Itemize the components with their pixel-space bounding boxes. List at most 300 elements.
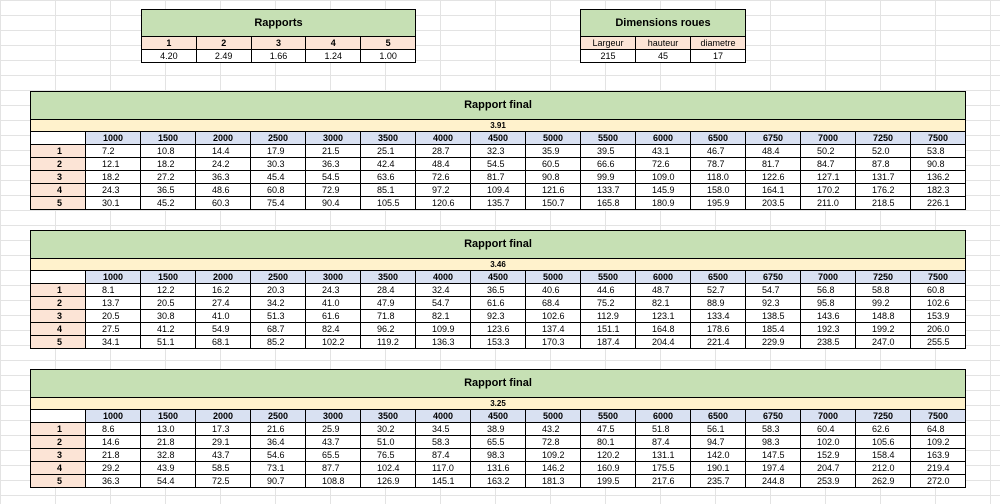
speed-value-cell[interactable]: 199.2 [856, 323, 911, 336]
speed-value-cell[interactable]: 165.8 [581, 197, 636, 210]
speed-value-cell[interactable]: 72.9 [306, 184, 361, 197]
speed-value-cell[interactable]: 16.2 [196, 284, 251, 297]
speed-value-cell[interactable]: 185.4 [746, 323, 801, 336]
speed-value-cell[interactable]: 54.5 [471, 158, 526, 171]
dimensions-header-cell[interactable]: Largeur [581, 37, 636, 50]
speed-value-cell[interactable]: 105.5 [361, 197, 416, 210]
speed-value-cell[interactable]: 54.9 [196, 323, 251, 336]
speed-value-cell[interactable]: 117.0 [416, 462, 471, 475]
speed-value-cell[interactable]: 51.3 [251, 310, 306, 323]
rpm-header-cell[interactable]: 2500 [251, 132, 306, 145]
speed-value-cell[interactable]: 43.1 [636, 145, 691, 158]
speed-value-cell[interactable]: 43.9 [141, 462, 196, 475]
speed-value-cell[interactable]: 36.5 [141, 184, 196, 197]
gear-label-cell[interactable]: 5 [31, 197, 86, 210]
speed-value-cell[interactable]: 176.2 [856, 184, 911, 197]
rpm-header-cell[interactable]: 4000 [416, 410, 471, 423]
speed-value-cell[interactable]: 199.5 [581, 475, 636, 488]
speed-value-cell[interactable]: 87.7 [306, 462, 361, 475]
speed-value-cell[interactable]: 131.1 [636, 449, 691, 462]
rpm-header-cell[interactable]: 7250 [856, 271, 911, 284]
dimensions-header-cell[interactable]: diametre [691, 37, 746, 50]
speed-value-cell[interactable]: 64.8 [911, 423, 966, 436]
speed-value-cell[interactable]: 190.1 [691, 462, 746, 475]
speed-value-cell[interactable]: 50.2 [801, 145, 856, 158]
gear-label-cell[interactable]: 2 [31, 436, 86, 449]
rpm-header-cell[interactable]: 2500 [251, 271, 306, 284]
speed-value-cell[interactable]: 272.0 [911, 475, 966, 488]
rpm-header-cell[interactable]: 1500 [141, 271, 196, 284]
rpm-header-cell[interactable]: 7250 [856, 410, 911, 423]
speed-value-cell[interactable]: 8.1 [86, 284, 141, 297]
speed-value-cell[interactable]: 8.6 [86, 423, 141, 436]
speed-value-cell[interactable]: 112.9 [581, 310, 636, 323]
speed-value-cell[interactable]: 48.7 [636, 284, 691, 297]
rpm-header-cell[interactable]: 7000 [801, 410, 856, 423]
speed-value-cell[interactable]: 160.9 [581, 462, 636, 475]
speed-value-cell[interactable]: 262.9 [856, 475, 911, 488]
speed-value-cell[interactable]: 87.4 [416, 449, 471, 462]
speed-value-cell[interactable]: 7.2 [86, 145, 141, 158]
speed-value-cell[interactable]: 36.3 [306, 158, 361, 171]
speed-value-cell[interactable]: 118.0 [691, 171, 746, 184]
speed-value-cell[interactable]: 21.5 [306, 145, 361, 158]
speed-value-cell[interactable]: 81.7 [746, 158, 801, 171]
speed-value-cell[interactable]: 41.0 [306, 297, 361, 310]
speed-value-cell[interactable]: 72.6 [416, 171, 471, 184]
speed-value-cell[interactable]: 219.4 [911, 462, 966, 475]
speed-value-cell[interactable]: 46.7 [691, 145, 746, 158]
speed-value-cell[interactable]: 41.0 [196, 310, 251, 323]
corner-cell[interactable] [31, 132, 86, 145]
gear-label-cell[interactable]: 3 [31, 310, 86, 323]
speed-value-cell[interactable]: 150.7 [526, 197, 581, 210]
gear-label-cell[interactable]: 4 [31, 323, 86, 336]
speed-value-cell[interactable]: 85.1 [361, 184, 416, 197]
speed-value-cell[interactable]: 61.6 [306, 310, 361, 323]
speed-value-cell[interactable]: 92.3 [471, 310, 526, 323]
rpm-header-cell[interactable]: 6750 [746, 271, 801, 284]
speed-value-cell[interactable]: 68.1 [196, 336, 251, 349]
speed-value-cell[interactable]: 32.3 [471, 145, 526, 158]
rpm-header-cell[interactable]: 7250 [856, 132, 911, 145]
rpm-header-cell[interactable]: 5500 [581, 132, 636, 145]
speed-value-cell[interactable]: 68.7 [251, 323, 306, 336]
speed-value-cell[interactable]: 30.2 [361, 423, 416, 436]
speed-value-cell[interactable]: 73.1 [251, 462, 306, 475]
speed-value-cell[interactable]: 81.7 [471, 171, 526, 184]
speed-value-cell[interactable]: 212.0 [856, 462, 911, 475]
speed-value-cell[interactable]: 203.5 [746, 197, 801, 210]
speed-value-cell[interactable]: 82.1 [416, 310, 471, 323]
rpm-header-cell[interactable]: 6000 [636, 410, 691, 423]
speed-value-cell[interactable]: 136.3 [416, 336, 471, 349]
rpm-header-cell[interactable]: 5500 [581, 410, 636, 423]
speed-value-cell[interactable]: 36.3 [86, 475, 141, 488]
rpm-header-cell[interactable]: 6500 [691, 271, 746, 284]
speed-value-cell[interactable]: 24.2 [196, 158, 251, 171]
speed-value-cell[interactable]: 105.6 [856, 436, 911, 449]
speed-value-cell[interactable]: 90.8 [911, 158, 966, 171]
speed-value-cell[interactable]: 131.6 [471, 462, 526, 475]
speed-value-cell[interactable]: 120.6 [416, 197, 471, 210]
speed-value-cell[interactable]: 24.3 [86, 184, 141, 197]
speed-value-cell[interactable]: 21.8 [141, 436, 196, 449]
speed-value-cell[interactable]: 226.1 [911, 197, 966, 210]
speed-value-cell[interactable]: 109.4 [471, 184, 526, 197]
rpm-header-cell[interactable]: 2000 [196, 132, 251, 145]
speed-value-cell[interactable]: 153.9 [911, 310, 966, 323]
speed-value-cell[interactable]: 145.1 [416, 475, 471, 488]
speed-value-cell[interactable]: 44.6 [581, 284, 636, 297]
speed-value-cell[interactable]: 41.2 [141, 323, 196, 336]
speed-value-cell[interactable]: 119.2 [361, 336, 416, 349]
speed-value-cell[interactable]: 54.5 [306, 171, 361, 184]
dimensions-value-cell[interactable]: 215 [581, 50, 636, 63]
speed-value-cell[interactable]: 68.4 [526, 297, 581, 310]
speed-value-cell[interactable]: 75.4 [251, 197, 306, 210]
gear-label-cell[interactable]: 5 [31, 336, 86, 349]
speed-value-cell[interactable]: 62.6 [856, 423, 911, 436]
rapports-header-cell[interactable]: 3 [251, 37, 306, 50]
speed-value-cell[interactable]: 255.5 [911, 336, 966, 349]
rapports-value-cell[interactable]: 1.66 [251, 50, 306, 63]
speed-value-cell[interactable]: 142.0 [691, 449, 746, 462]
speed-value-cell[interactable]: 153.3 [471, 336, 526, 349]
speed-value-cell[interactable]: 58.5 [196, 462, 251, 475]
rpm-header-cell[interactable]: 1000 [86, 132, 141, 145]
rpm-header-cell[interactable]: 4500 [471, 410, 526, 423]
speed-value-cell[interactable]: 78.7 [691, 158, 746, 171]
speed-value-cell[interactable]: 143.6 [801, 310, 856, 323]
speed-value-cell[interactable]: 96.2 [361, 323, 416, 336]
speed-value-cell[interactable]: 45.2 [141, 197, 196, 210]
rapports-header-cell[interactable]: 1 [142, 37, 197, 50]
speed-value-cell[interactable]: 82.1 [636, 297, 691, 310]
speed-value-cell[interactable]: 60.3 [196, 197, 251, 210]
speed-value-cell[interactable]: 102.4 [361, 462, 416, 475]
speed-value-cell[interactable]: 34.5 [416, 423, 471, 436]
rpm-header-cell[interactable]: 6750 [746, 410, 801, 423]
gear-label-cell[interactable]: 3 [31, 449, 86, 462]
speed-value-cell[interactable]: 247.0 [856, 336, 911, 349]
speed-value-cell[interactable]: 25.1 [361, 145, 416, 158]
final-table-title[interactable]: Rapport final [31, 370, 966, 398]
speed-value-cell[interactable]: 65.5 [471, 436, 526, 449]
speed-value-cell[interactable]: 54.7 [416, 297, 471, 310]
speed-value-cell[interactable]: 54.4 [141, 475, 196, 488]
speed-value-cell[interactable]: 36.3 [196, 171, 251, 184]
speed-value-cell[interactable]: 204.4 [636, 336, 691, 349]
speed-value-cell[interactable]: 47.5 [581, 423, 636, 436]
speed-value-cell[interactable]: 21.8 [86, 449, 141, 462]
rpm-header-cell[interactable]: 7500 [911, 132, 966, 145]
rpm-header-cell[interactable]: 3000 [306, 132, 361, 145]
rpm-header-cell[interactable]: 4000 [416, 132, 471, 145]
rpm-header-cell[interactable]: 5000 [526, 271, 581, 284]
speed-value-cell[interactable]: 13.7 [86, 297, 141, 310]
speed-value-cell[interactable]: 54.7 [746, 284, 801, 297]
speed-value-cell[interactable]: 51.8 [636, 423, 691, 436]
rpm-header-cell[interactable]: 3500 [361, 271, 416, 284]
speed-value-cell[interactable]: 108.8 [306, 475, 361, 488]
speed-value-cell[interactable]: 85.2 [251, 336, 306, 349]
rpm-header-cell[interactable]: 7000 [801, 271, 856, 284]
speed-value-cell[interactable]: 51.1 [141, 336, 196, 349]
final-ratio-value[interactable]: 3.91 [31, 120, 966, 132]
speed-value-cell[interactable]: 51.0 [361, 436, 416, 449]
speed-value-cell[interactable]: 133.7 [581, 184, 636, 197]
speed-value-cell[interactable]: 163.2 [471, 475, 526, 488]
rpm-header-cell[interactable]: 5000 [526, 132, 581, 145]
speed-value-cell[interactable]: 60.4 [801, 423, 856, 436]
final-ratio-value[interactable]: 3.46 [31, 259, 966, 271]
speed-value-cell[interactable]: 60.5 [526, 158, 581, 171]
speed-value-cell[interactable]: 238.5 [801, 336, 856, 349]
speed-value-cell[interactable]: 135.7 [471, 197, 526, 210]
speed-value-cell[interactable]: 30.1 [86, 197, 141, 210]
speed-value-cell[interactable]: 98.3 [471, 449, 526, 462]
speed-value-cell[interactable]: 72.5 [196, 475, 251, 488]
rpm-header-cell[interactable]: 6500 [691, 132, 746, 145]
speed-value-cell[interactable]: 48.4 [416, 158, 471, 171]
speed-value-cell[interactable]: 80.1 [581, 436, 636, 449]
speed-value-cell[interactable]: 43.2 [526, 423, 581, 436]
rpm-header-cell[interactable]: 3500 [361, 410, 416, 423]
speed-value-cell[interactable]: 109.2 [911, 436, 966, 449]
speed-value-cell[interactable]: 18.2 [141, 158, 196, 171]
speed-value-cell[interactable]: 102.6 [526, 310, 581, 323]
gear-label-cell[interactable]: 3 [31, 171, 86, 184]
speed-value-cell[interactable]: 92.3 [746, 297, 801, 310]
speed-value-cell[interactable]: 12.2 [141, 284, 196, 297]
speed-value-cell[interactable]: 53.8 [911, 145, 966, 158]
speed-value-cell[interactable]: 27.5 [86, 323, 141, 336]
speed-value-cell[interactable]: 52.0 [856, 145, 911, 158]
speed-value-cell[interactable]: 58.8 [856, 284, 911, 297]
rapports-value-cell[interactable]: 1.00 [361, 50, 416, 63]
rpm-header-cell[interactable]: 1000 [86, 271, 141, 284]
rpm-header-cell[interactable]: 3500 [361, 132, 416, 145]
speed-value-cell[interactable]: 97.2 [416, 184, 471, 197]
speed-value-cell[interactable]: 34.1 [86, 336, 141, 349]
gear-label-cell[interactable]: 1 [31, 423, 86, 436]
speed-value-cell[interactable]: 244.8 [746, 475, 801, 488]
speed-value-cell[interactable]: 60.8 [911, 284, 966, 297]
rpm-header-cell[interactable]: 7500 [911, 410, 966, 423]
speed-value-cell[interactable]: 43.7 [306, 436, 361, 449]
speed-value-cell[interactable]: 211.0 [801, 197, 856, 210]
speed-value-cell[interactable]: 27.2 [141, 171, 196, 184]
speed-value-cell[interactable]: 72.8 [526, 436, 581, 449]
rpm-header-cell[interactable]: 7500 [911, 271, 966, 284]
speed-value-cell[interactable]: 56.8 [801, 284, 856, 297]
speed-value-cell[interactable]: 35.9 [526, 145, 581, 158]
speed-value-cell[interactable]: 221.4 [691, 336, 746, 349]
speed-value-cell[interactable]: 82.4 [306, 323, 361, 336]
speed-value-cell[interactable]: 94.7 [691, 436, 746, 449]
speed-value-cell[interactable]: 66.6 [581, 158, 636, 171]
speed-value-cell[interactable]: 90.4 [306, 197, 361, 210]
rpm-header-cell[interactable]: 7000 [801, 132, 856, 145]
rpm-header-cell[interactable]: 3000 [306, 271, 361, 284]
speed-value-cell[interactable]: 72.6 [636, 158, 691, 171]
speed-value-cell[interactable]: 60.8 [251, 184, 306, 197]
speed-value-cell[interactable]: 48.4 [746, 145, 801, 158]
gear-label-cell[interactable]: 2 [31, 158, 86, 171]
gear-label-cell[interactable]: 4 [31, 462, 86, 475]
speed-value-cell[interactable]: 170.2 [801, 184, 856, 197]
speed-value-cell[interactable]: 14.6 [86, 436, 141, 449]
rpm-header-cell[interactable]: 2500 [251, 410, 306, 423]
speed-value-cell[interactable]: 152.9 [801, 449, 856, 462]
rpm-header-cell[interactable]: 1000 [86, 410, 141, 423]
speed-value-cell[interactable]: 158.4 [856, 449, 911, 462]
speed-value-cell[interactable]: 99.9 [581, 171, 636, 184]
speed-value-cell[interactable]: 30.8 [141, 310, 196, 323]
gear-label-cell[interactable]: 4 [31, 184, 86, 197]
rpm-header-cell[interactable]: 4500 [471, 271, 526, 284]
speed-value-cell[interactable]: 133.4 [691, 310, 746, 323]
rpm-header-cell[interactable]: 5500 [581, 271, 636, 284]
speed-value-cell[interactable]: 158.0 [691, 184, 746, 197]
corner-cell[interactable] [31, 410, 86, 423]
rpm-header-cell[interactable]: 3000 [306, 410, 361, 423]
speed-value-cell[interactable]: 28.7 [416, 145, 471, 158]
speed-value-cell[interactable]: 38.9 [471, 423, 526, 436]
speed-value-cell[interactable]: 197.4 [746, 462, 801, 475]
speed-value-cell[interactable]: 146.2 [526, 462, 581, 475]
rapports-value-cell[interactable]: 4.20 [142, 50, 197, 63]
speed-value-cell[interactable]: 192.3 [801, 323, 856, 336]
speed-value-cell[interactable]: 151.1 [581, 323, 636, 336]
speed-value-cell[interactable]: 120.2 [581, 449, 636, 462]
speed-value-cell[interactable]: 138.5 [746, 310, 801, 323]
speed-value-cell[interactable]: 218.5 [856, 197, 911, 210]
speed-value-cell[interactable]: 54.6 [251, 449, 306, 462]
speed-value-cell[interactable]: 63.6 [361, 171, 416, 184]
speed-value-cell[interactable]: 12.1 [86, 158, 141, 171]
speed-value-cell[interactable]: 122.6 [746, 171, 801, 184]
speed-value-cell[interactable]: 235.7 [691, 475, 746, 488]
speed-value-cell[interactable]: 175.5 [636, 462, 691, 475]
speed-value-cell[interactable]: 90.8 [526, 171, 581, 184]
speed-value-cell[interactable]: 164.1 [746, 184, 801, 197]
speed-value-cell[interactable]: 123.1 [636, 310, 691, 323]
speed-value-cell[interactable]: 29.2 [86, 462, 141, 475]
speed-value-cell[interactable]: 30.3 [251, 158, 306, 171]
gear-label-cell[interactable]: 2 [31, 297, 86, 310]
speed-value-cell[interactable]: 36.4 [251, 436, 306, 449]
speed-value-cell[interactable]: 29.1 [196, 436, 251, 449]
speed-value-cell[interactable]: 42.4 [361, 158, 416, 171]
speed-value-cell[interactable]: 28.4 [361, 284, 416, 297]
speed-value-cell[interactable]: 147.5 [746, 449, 801, 462]
rpm-header-cell[interactable]: 4500 [471, 132, 526, 145]
speed-value-cell[interactable]: 25.9 [306, 423, 361, 436]
speed-value-cell[interactable]: 20.5 [141, 297, 196, 310]
speed-value-cell[interactable]: 27.4 [196, 297, 251, 310]
rpm-header-cell[interactable]: 2000 [196, 271, 251, 284]
final-ratio-value[interactable]: 3.25 [31, 398, 966, 410]
speed-value-cell[interactable]: 58.3 [416, 436, 471, 449]
gear-label-cell[interactable]: 1 [31, 284, 86, 297]
speed-value-cell[interactable]: 253.9 [801, 475, 856, 488]
speed-value-cell[interactable]: 180.9 [636, 197, 691, 210]
speed-value-cell[interactable]: 56.1 [691, 423, 746, 436]
speed-value-cell[interactable]: 36.5 [471, 284, 526, 297]
speed-value-cell[interactable]: 71.8 [361, 310, 416, 323]
rapports-value-cell[interactable]: 2.49 [196, 50, 251, 63]
speed-value-cell[interactable]: 58.3 [746, 423, 801, 436]
speed-value-cell[interactable]: 20.5 [86, 310, 141, 323]
rapports-header-cell[interactable]: 5 [361, 37, 416, 50]
rpm-header-cell[interactable]: 6750 [746, 132, 801, 145]
rpm-header-cell[interactable]: 5000 [526, 410, 581, 423]
speed-value-cell[interactable]: 20.3 [251, 284, 306, 297]
speed-value-cell[interactable]: 32.4 [416, 284, 471, 297]
gear-label-cell[interactable]: 1 [31, 145, 86, 158]
speed-value-cell[interactable]: 43.7 [196, 449, 251, 462]
speed-value-cell[interactable]: 102.2 [306, 336, 361, 349]
rpm-header-cell[interactable]: 6000 [636, 271, 691, 284]
speed-value-cell[interactable]: 123.6 [471, 323, 526, 336]
speed-value-cell[interactable]: 206.0 [911, 323, 966, 336]
speed-value-cell[interactable]: 21.6 [251, 423, 306, 436]
speed-value-cell[interactable]: 137.4 [526, 323, 581, 336]
speed-value-cell[interactable]: 24.3 [306, 284, 361, 297]
speed-value-cell[interactable]: 40.6 [526, 284, 581, 297]
speed-value-cell[interactable]: 131.7 [856, 171, 911, 184]
speed-value-cell[interactable]: 48.6 [196, 184, 251, 197]
speed-value-cell[interactable]: 52.7 [691, 284, 746, 297]
speed-value-cell[interactable]: 136.2 [911, 171, 966, 184]
speed-value-cell[interactable]: 145.9 [636, 184, 691, 197]
speed-value-cell[interactable]: 14.4 [196, 145, 251, 158]
dimensions-title[interactable]: Dimensions roues [581, 10, 746, 37]
speed-value-cell[interactable]: 98.3 [746, 436, 801, 449]
speed-value-cell[interactable]: 126.9 [361, 475, 416, 488]
speed-value-cell[interactable]: 109.9 [416, 323, 471, 336]
speed-value-cell[interactable]: 10.8 [141, 145, 196, 158]
speed-value-cell[interactable]: 76.5 [361, 449, 416, 462]
speed-value-cell[interactable]: 182.3 [911, 184, 966, 197]
rapports-header-cell[interactable]: 4 [306, 37, 361, 50]
speed-value-cell[interactable]: 99.2 [856, 297, 911, 310]
speed-value-cell[interactable]: 148.8 [856, 310, 911, 323]
speed-value-cell[interactable]: 102.6 [911, 297, 966, 310]
rapports-title[interactable]: Rapports [142, 10, 416, 37]
speed-value-cell[interactable]: 61.6 [471, 297, 526, 310]
speed-value-cell[interactable]: 75.2 [581, 297, 636, 310]
speed-value-cell[interactable]: 18.2 [86, 171, 141, 184]
speed-value-cell[interactable]: 187.4 [581, 336, 636, 349]
gear-label-cell[interactable]: 5 [31, 475, 86, 488]
rpm-header-cell[interactable]: 4000 [416, 271, 471, 284]
speed-value-cell[interactable]: 121.6 [526, 184, 581, 197]
speed-value-cell[interactable]: 34.2 [251, 297, 306, 310]
speed-value-cell[interactable]: 45.4 [251, 171, 306, 184]
speed-value-cell[interactable]: 87.4 [636, 436, 691, 449]
corner-cell[interactable] [31, 271, 86, 284]
rpm-header-cell[interactable]: 2000 [196, 410, 251, 423]
speed-value-cell[interactable]: 17.3 [196, 423, 251, 436]
speed-value-cell[interactable]: 90.7 [251, 475, 306, 488]
speed-value-cell[interactable]: 87.8 [856, 158, 911, 171]
speed-value-cell[interactable]: 84.7 [801, 158, 856, 171]
rapports-value-cell[interactable]: 1.24 [306, 50, 361, 63]
rpm-header-cell[interactable]: 6500 [691, 410, 746, 423]
